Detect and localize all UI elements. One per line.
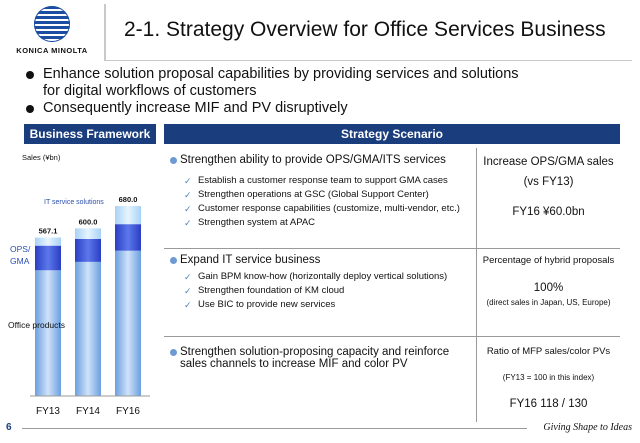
strategy-main: [170, 254, 320, 266]
legend-ops-gma-cont: GMA: [10, 256, 30, 266]
check-icon: ✓: [184, 286, 192, 296]
sub-item-text: Customer response capabilities (customize, multi-vendor, etc.): [198, 203, 460, 214]
sub-item-text: Strengthen system at APAC: [198, 217, 316, 228]
legend-ops-gma: OPS/: [10, 244, 31, 254]
title-divider: [104, 60, 632, 61]
tagline: Giving Shape to Ideas: [543, 422, 632, 433]
strategy-row: [164, 248, 620, 337]
sub-item-text: Use BIC to provide new services: [198, 299, 336, 310]
kpi-note: (direct sales in Japan, US, Europe): [486, 298, 611, 307]
sales-chart-svg: [0, 148, 160, 423]
summary-bullets: [26, 66, 519, 117]
kpi-value: 100%: [533, 282, 564, 294]
check-icon: ✓: [184, 272, 192, 282]
logo-text: KONICA MINOLTA: [16, 46, 88, 55]
sub-item: [184, 216, 460, 230]
strategy-main-text-cont: sales channels to increase MIF and color PV: [180, 358, 408, 370]
strategy-subs: [184, 174, 460, 230]
bullet-dot-icon: [170, 349, 177, 356]
legend-it-service: IT service solutions: [44, 199, 104, 206]
bullet-text-cont: for digital workflows of customers: [43, 83, 257, 99]
bar-FY13-it-service-solutions: [35, 238, 61, 246]
strategy-main-text: Expand IT service business: [180, 254, 321, 266]
check-icon: ✓: [184, 176, 192, 186]
kpi-value: FY16 118 / 130: [509, 398, 588, 410]
kpi-value: FY16 ¥60.0bn: [512, 206, 585, 218]
x-tick-label: FY14: [76, 406, 100, 417]
title-box: [104, 4, 634, 60]
bar-FY16-office-products: [115, 251, 141, 396]
check-icon: ✓: [184, 204, 192, 214]
business-framework-header: Business Framework: [24, 124, 156, 144]
bullet-item: [26, 100, 519, 117]
kpi-label: Increase OPS/GMA sales: [483, 156, 614, 168]
page-title: 2-1. Strategy Overview for Office Services Business: [124, 18, 606, 41]
strategy-main: [170, 346, 449, 370]
footer-divider: [22, 428, 527, 429]
sub-item-text: Establish a customer response team to support GMA cases: [198, 175, 448, 186]
bullet-dot-icon: [170, 257, 177, 264]
strategy-row: [164, 336, 620, 422]
sub-item-text: Strengthen operations at GSC (Global Support Center): [198, 189, 429, 200]
strategy-subs: [184, 270, 447, 312]
bar-FY14-it-service-solutions: [75, 228, 101, 239]
bar-FY13-office-products: [35, 270, 61, 396]
sub-item: [184, 174, 460, 188]
y-axis-label: Sales (¥bn): [22, 153, 61, 162]
sub-item: [184, 188, 460, 202]
globe-icon: [34, 6, 70, 42]
page-number: 6: [6, 422, 12, 433]
bullet-dot-icon: [170, 157, 177, 164]
konica-minolta-logo: [8, 4, 96, 64]
bullet-text: Enhance solution proposal capabilities by providing services and solutions: [43, 66, 519, 82]
bar-total-label: 600.0: [78, 217, 98, 227]
bar-FY13-ops-gma: [35, 246, 61, 271]
sub-item-text: Gain BPM know-how (horizontally deploy vertical solutions): [198, 271, 448, 282]
kpi-label: Ratio of MFP sales/color PVs: [486, 346, 611, 357]
check-icon: ✓: [184, 300, 192, 310]
bar-FY16-ops-gma: [115, 224, 141, 251]
sub-item: [184, 284, 447, 298]
strategy-scenario-header: Strategy Scenario: [164, 124, 620, 144]
kpi-label: Percentage of hybrid proposals: [482, 255, 615, 266]
strategy-main: [170, 154, 446, 166]
bar-FY14-office-products: [75, 262, 101, 396]
sales-chart: [0, 148, 160, 423]
bar-total-label: 680.0: [118, 195, 138, 204]
check-icon: ✓: [184, 190, 192, 200]
sub-item: [184, 270, 447, 284]
sub-item: [184, 202, 460, 216]
bullet-dot-icon: [26, 105, 34, 113]
bar-total-label: 567.1: [38, 226, 58, 236]
sub-item: [184, 298, 447, 312]
bullet-item: [26, 66, 519, 100]
x-tick-label: FY16: [116, 406, 140, 417]
bar-FY14-ops-gma: [75, 239, 101, 262]
kpi-sublabel: (vs FY13): [523, 176, 574, 188]
bullet-text: Consequently increase MIF and PV disruptively: [43, 100, 348, 116]
check-icon: ✓: [184, 218, 192, 228]
sub-item-text: Strengthen foundation of KM cloud: [198, 285, 345, 296]
legend-office-products: Office products: [8, 320, 66, 330]
strategy-row: [164, 148, 620, 249]
bar-FY16-it-service-solutions: [115, 206, 141, 224]
strategy-panel: [164, 148, 620, 422]
strategy-main-text: Strengthen ability to provide OPS/GMA/ITS services: [180, 154, 446, 166]
strategy-main-text: Strengthen solution-proposing capacity and reinforce: [180, 346, 450, 358]
x-tick-label: FY13: [36, 406, 60, 417]
bullet-dot-icon: [26, 71, 34, 79]
kpi-note: (FY13 = 100 in this index): [502, 373, 595, 382]
